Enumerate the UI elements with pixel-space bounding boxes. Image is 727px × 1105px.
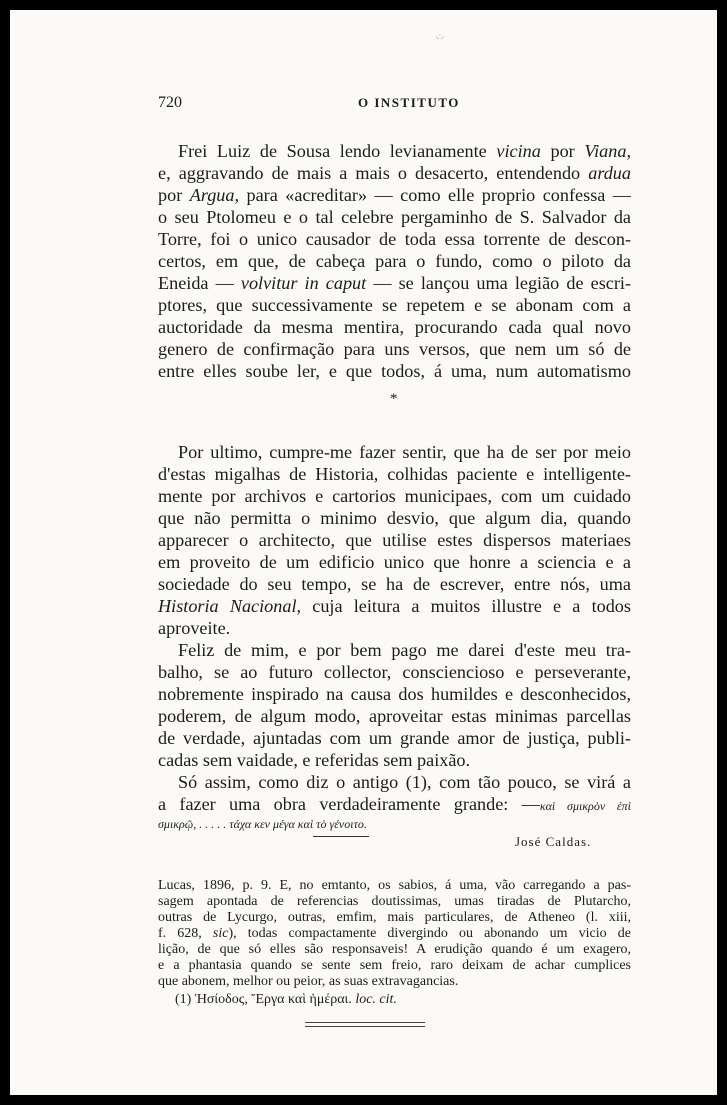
paragraph-line: auctoridade da mesma mentira, procurando cada qual novo: [158, 317, 631, 337]
book-page: [10, 10, 717, 1095]
paragraph-line: sociedade do seu tempo, se ha de escrever, entre nós, uma: [158, 574, 631, 594]
paragraph-line: nobremente inspirado na causa dos humildes e desconhecidos,: [158, 684, 631, 704]
paragraph-line: certos, em que, de cabeça para o fundo, como o piloto da: [158, 251, 631, 271]
author-signature: José Caldas.: [515, 834, 592, 849]
paragraph-line: [158, 349, 631, 371]
greek-quote: καὶ σμικρὸν ἐπὶ: [539, 799, 631, 813]
paragraph-line: que não permitta o minimo desvio, que algum dia, quando: [158, 508, 631, 528]
paragraph-line: Frei Luiz de Sousa lendo levianamente vicina por Viana,: [178, 141, 631, 161]
running-title: O INSTITUTO: [358, 95, 460, 110]
divider: [313, 836, 369, 837]
paragraph-line: Historia Nacional, cuja leitura a muitos illustre e a todos: [158, 596, 631, 616]
paragraph-line: Só assim, como diz o antigo (1), com tão pouco, se virá a: [178, 772, 631, 792]
paragraph-line: a fazer uma obra verdadeiramente grande: —καὶ σμικρὸν ἐπὶ: [158, 794, 631, 814]
print-speck: ·∴·: [435, 32, 444, 42]
footnote-line: Lucas, 1896, p. 9. E, no emtanto, os sabios, á uma, vão carregando a pas-: [158, 878, 631, 893]
paragraph-line: mente por archivos e cartorios municipaes, com um cuidado: [158, 486, 631, 506]
paragraph-line: genero de confirmação para uns versos, que nem um só de: [158, 339, 631, 359]
paragraph-line: em proveito de um edificio unico que honre a sciencia e a: [158, 552, 631, 572]
paragraph-line: poderem, de algum modo, aproveitar estas minimas parcellas: [158, 706, 631, 726]
paragraph-line: balho, se ao futuro collector, consciencioso e perseverante,: [158, 662, 631, 682]
paragraph-line: aproveite.: [158, 618, 231, 638]
paragraph-line: Torre, foi o unico causador de toda essa torrente de descon-: [158, 229, 631, 249]
paragraph-line: de verdade, ajuntadas com um grande amor de justiça, publi-: [158, 728, 631, 748]
footnote-line: que abonem, melhor ou peior, as suas extravagancias.: [158, 974, 459, 989]
paragraph-line: cadas sem vaidade, e referidas sem paixão.: [158, 750, 471, 770]
footnote-reference: (1) Ἡσίοδος, Ἔργα καὶ ἡμέραι. loc. cit.: [175, 992, 397, 1007]
section-separator: *: [390, 391, 398, 407]
paragraph-line: e, aggravando de mais a mais o desacerto, entendendo ardua: [158, 163, 631, 183]
paragraph-line: d'estas migalhas de Historia, colhidas paciente e intelligente-: [158, 464, 631, 484]
closing-rule: [305, 1022, 425, 1023]
footnote-line: e a phantasia quando se sente sem freio, raro deixam de achar cumplices: [158, 958, 631, 973]
closing-rule: [305, 1026, 425, 1027]
footnote-line: lição, de que só elles são responsaveis! A erudição quando é um exagero,: [158, 942, 631, 957]
paragraph-line: entre elles soube ler, e que todos, á uma, num automatismo: [158, 361, 631, 381]
page-number: 720: [158, 94, 182, 111]
footnote-line: outras de Lycurgo, outras, emfim, mais particulares, de Atheneo (l. xiii,: [158, 910, 631, 925]
paragraph-line: Eneida — volvitur in caput — se lançou uma legião de escri-: [158, 273, 632, 293]
greek-quote: σμικρῷ, . . . . . τάχα κεν μέγα καὶ τὸ γένοιτο.: [158, 817, 367, 831]
footnote-line: sagem apontada de referencias doutissimas, umas tiradas de Plutarcho,: [158, 894, 631, 909]
paragraph-line: Por ultimo, cumpre-me fazer sentir, que ha de ser por meio: [178, 442, 631, 462]
paragraph-line: por Argua, para «acreditar» — como elle proprio confessa —: [158, 185, 631, 205]
paragraph-line: Feliz de mim, e por bem pago me darei d'este meu tra-: [178, 640, 631, 660]
footnote-line: f. 628, sic), todas compactamente divergindo ou abonando um vicio de: [158, 926, 631, 941]
page-header: [158, 94, 598, 114]
paragraph-line: apparecer o architecto, que utilise estes dispersos materiaes: [158, 530, 631, 550]
paragraph-line: o seu Ptolomeu e o tal celebre pergaminho de S. Salvador da: [158, 207, 631, 227]
paragraph-line: ptores, que successivamente se repetem e se abonam com a: [158, 295, 631, 315]
